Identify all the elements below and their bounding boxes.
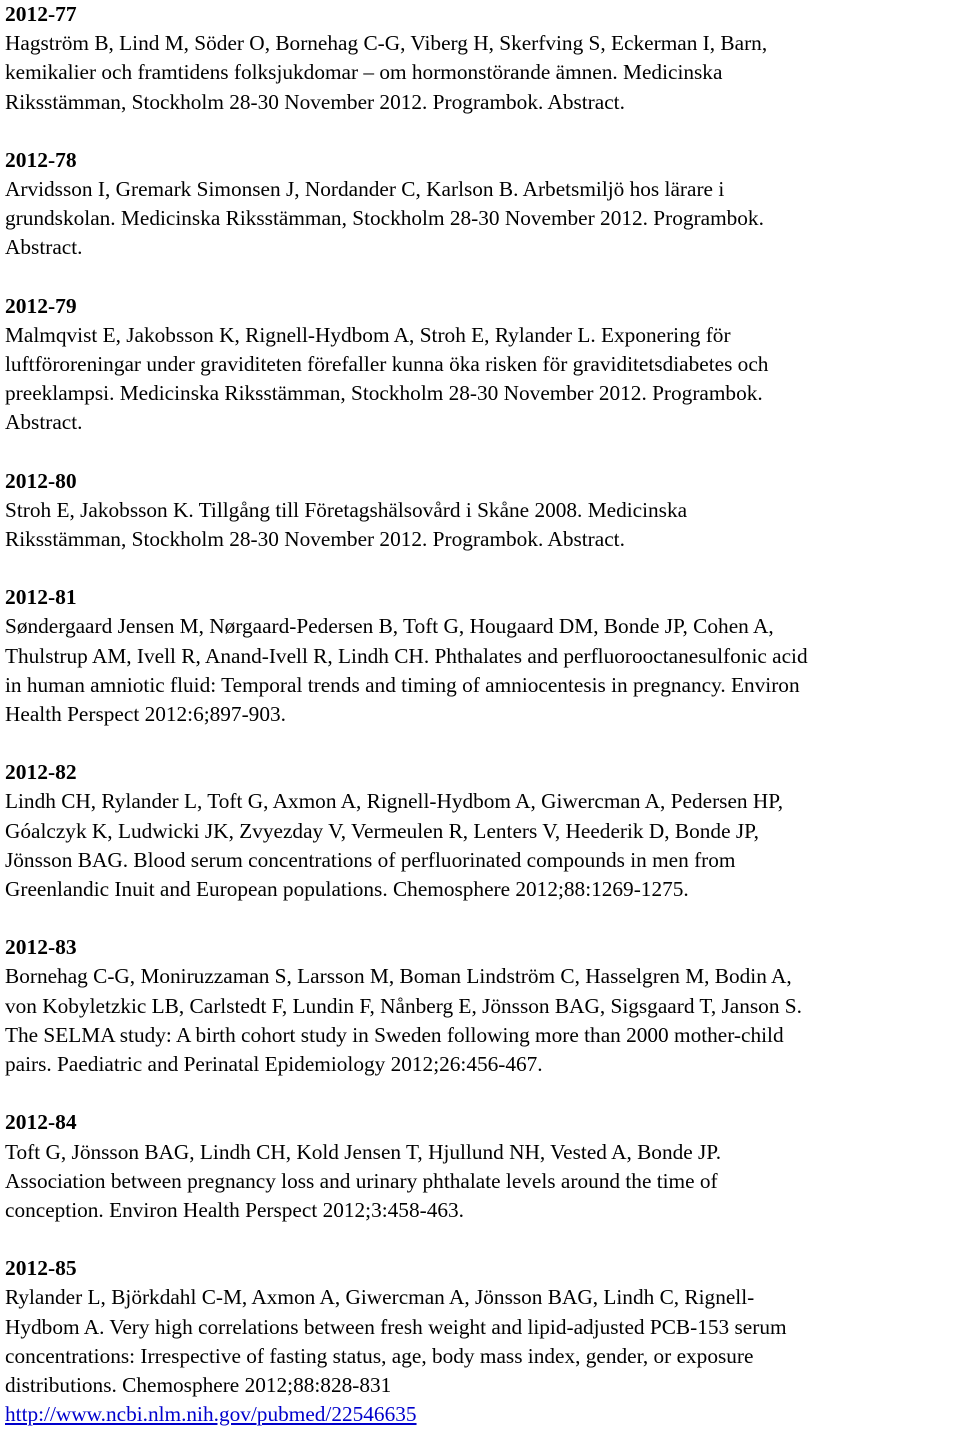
- reference-number: 2012-84: [5, 1110, 77, 1135]
- citation-line: Rylander L, Björkdahl C-M, Axmon A, Giwercman A, Jönsson BAG, Lindh C, Rignell-: [5, 1285, 755, 1310]
- reference-entry-2012-77: [5, 0, 955, 117]
- reference-citation: [5, 1138, 955, 1226]
- reference-number: 2012-83: [5, 935, 77, 960]
- reference-list: [5, 0, 955, 1429]
- entry-spacer: [5, 904, 955, 933]
- citation-line: grundskolan. Medicinska Riksstämman, Stockholm 28-30 November 2012. Programbok.: [5, 206, 764, 231]
- citation-line: Greenlandic Inuit and European populations. Chemosphere 2012;88:1269-1275.: [5, 877, 689, 902]
- citation-line: Bornehag C-G, Moniruzzaman S, Larsson M, Boman Lindström C, Hasselgren M, Bodin A,: [5, 964, 792, 989]
- citation-line: Thulstrup AM, Ivell R, Anand-Ivell R, Lindh CH. Phthalates and perfluorooctanesulfonic acid: [5, 643, 808, 668]
- citation-line: Stroh E, Jakobsson K. Tillgång till Företagshälsovård i Skåne 2008. Medicinska: [5, 497, 688, 522]
- citation-line: von Kobyletzkic LB, Carlstedt F, Lundin F, Nånberg E, Jönsson BAG, Sigsgaard T, Janson S.: [5, 993, 802, 1018]
- citation-line: Toft G, Jönsson BAG, Lindh CH, Kold Jensen T, Hjullund NH, Vested A, Bonde JP.: [5, 1139, 722, 1164]
- citation-line: Health Perspect 2012:6;897-903.: [5, 702, 286, 727]
- citation-line: in human amniotic fluid: Temporal trends and timing of amniocentesis in pregnancy. Environ: [5, 672, 800, 697]
- citation-line: Abstract.: [5, 410, 83, 435]
- citation-line: pairs. Paediatric and Perinatal Epidemiology 2012;26:456-467.: [5, 1052, 543, 1077]
- reference-number: 2012-85: [5, 1256, 77, 1281]
- reference-entry-2012-84: [5, 1108, 955, 1225]
- entry-spacer: [5, 1225, 955, 1254]
- citation-line: Arvidsson I, Gremark Simonsen J, Nordander C, Karlson B. Arbetsmiljö hos lärare i: [5, 177, 725, 202]
- citation-line: Malmqvist E, Jakobsson K, Rignell-Hydbom A, Stroh E, Rylander L. Exponering för: [5, 322, 731, 347]
- entry-spacer: [5, 263, 955, 292]
- reference-citation: [5, 612, 955, 729]
- citation-line: Lindh CH, Rylander L, Toft G, Axmon A, Rignell-Hydbom A, Giwercman A, Pedersen HP,: [5, 789, 784, 814]
- reference-citation: [5, 787, 955, 904]
- reference-citation: [5, 1283, 955, 1400]
- citation-line: Hagström B, Lind M, Söder O, Bornehag C-G, Viberg H, Skerfving S, Eckerman I, Barn,: [5, 31, 768, 56]
- citation-line: Riksstämman, Stockholm 28-30 November 2012. Programbok. Abstract.: [5, 89, 625, 114]
- reference-number: 2012-78: [5, 147, 77, 172]
- reference-citation: [5, 29, 955, 117]
- entry-spacer: [5, 438, 955, 467]
- citation-line: Søndergaard Jensen M, Nørgaard-Pedersen B, Toft G, Hougaard DM, Bonde JP, Cohen A,: [5, 614, 774, 639]
- citation-line: conception. Environ Health Perspect 2012;3:458-463.: [5, 1197, 464, 1222]
- entry-spacer: [5, 554, 955, 583]
- reference-number: 2012-79: [5, 293, 77, 318]
- reference-entry-2012-83: [5, 933, 955, 1079]
- citation-line: Association between pregnancy loss and urinary phthalate levels around the time of: [5, 1168, 718, 1193]
- pubmed-link[interactable]: http://www.ncbi.nlm.nih.gov/pubmed/22546635: [5, 1402, 417, 1427]
- entry-spacer: [5, 1079, 955, 1108]
- citation-line: preeklampsi. Medicinska Riksstämman, Stockholm 28-30 November 2012. Programbok.: [5, 381, 763, 406]
- citation-line: Jönsson BAG. Blood serum concentrations of perfluorinated compounds in men from: [5, 847, 736, 872]
- reference-citation: [5, 962, 955, 1079]
- citation-line: Góalczyk K, Ludwicki JK, Zvyezday V, Vermeulen R, Lenters V, Heederik D, Bonde JP,: [5, 818, 759, 843]
- reference-citation: [5, 175, 955, 263]
- citation-line: Riksstämman, Stockholm 28-30 November 2012. Programbok. Abstract.: [5, 527, 625, 552]
- reference-number: 2012-81: [5, 585, 77, 610]
- entry-spacer: [5, 117, 955, 146]
- reference-entry-2012-85: [5, 1254, 955, 1429]
- citation-line: distributions. Chemosphere 2012;88:828-831: [5, 1372, 392, 1397]
- entry-spacer: [5, 729, 955, 758]
- citation-line: concentrations: Irrespective of fasting status, age, body mass index, gender, or exposure: [5, 1343, 754, 1368]
- citation-line: Abstract.: [5, 235, 83, 260]
- citation-line: luftföroreningar under graviditeten förefaller kunna öka risken för graviditetsdiabetes och: [5, 352, 769, 377]
- reference-number: 2012-80: [5, 468, 77, 493]
- reference-entry-2012-78: [5, 146, 955, 263]
- reference-number: 2012-77: [5, 2, 77, 26]
- citation-line: kemikalier och framtidens folksjukdomar – om hormonstörande ämnen. Medicinska: [5, 60, 723, 85]
- reference-citation: [5, 496, 955, 554]
- reference-entry-2012-80: [5, 467, 955, 555]
- reference-entry-2012-81: [5, 583, 955, 729]
- reference-number: 2012-82: [5, 760, 77, 785]
- citation-line: Hydbom A. Very high correlations between fresh weight and lipid-adjusted PCB-153 serum: [5, 1314, 787, 1339]
- reference-citation: [5, 321, 955, 438]
- citation-line: The SELMA study: A birth cohort study in Sweden following more than 2000 mother-child: [5, 1022, 784, 1047]
- reference-entry-2012-79: [5, 292, 955, 438]
- reference-entry-2012-82: [5, 758, 955, 904]
